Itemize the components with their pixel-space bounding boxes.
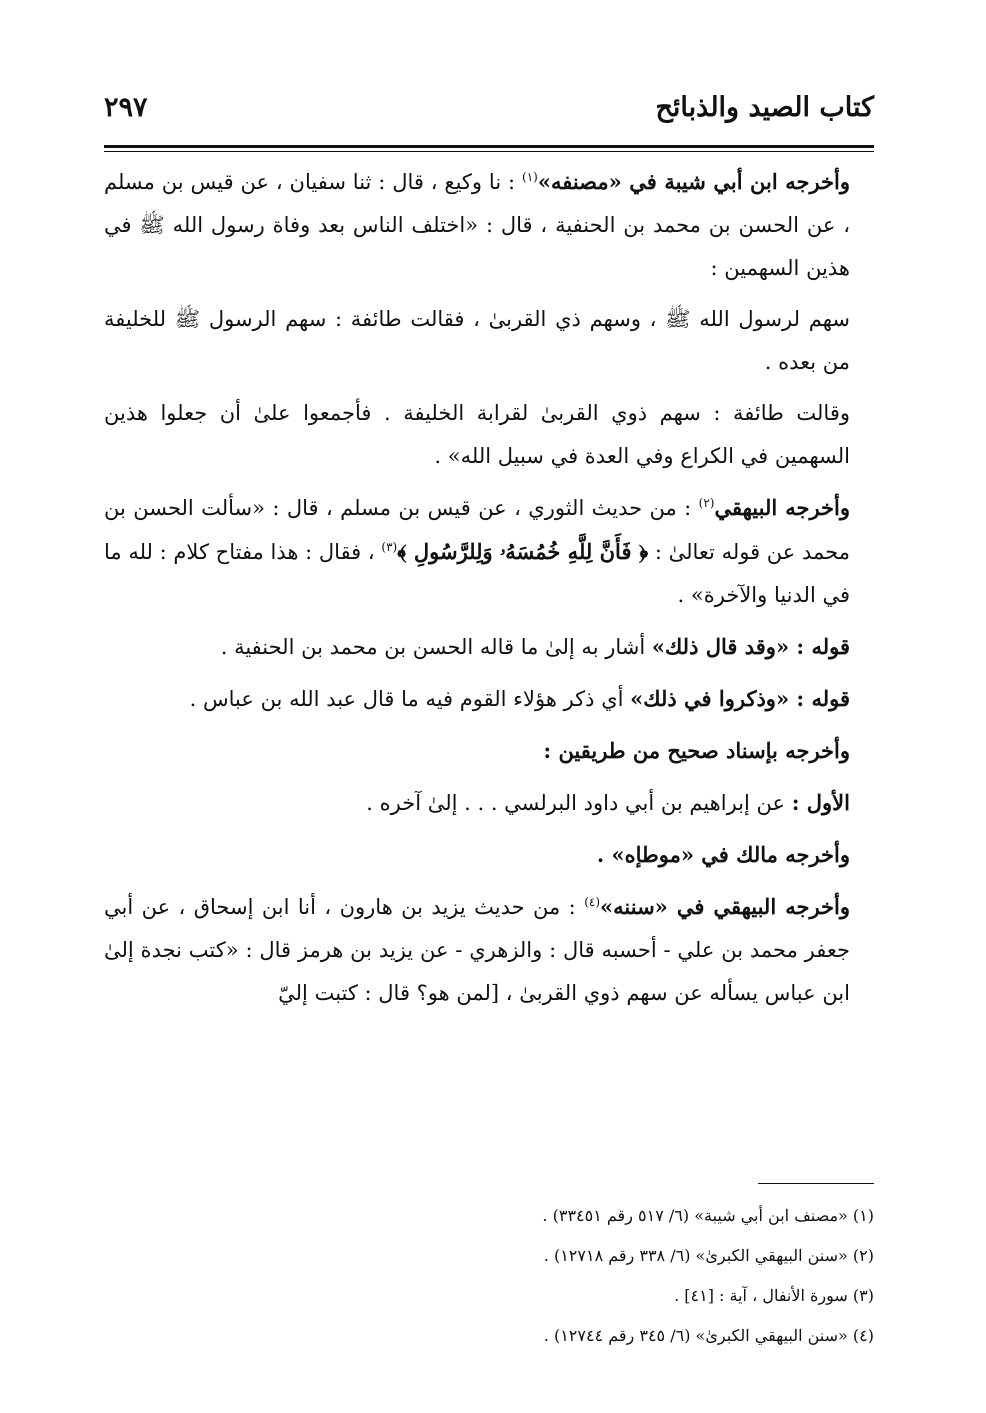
main-text <box>104 160 874 1023</box>
paragraph-9 <box>104 833 874 877</box>
paragraph-8 <box>104 781 874 825</box>
paragraph-text: : من حديث يزيد بن هارون ، أنا ابن إسحاق ، عن أبي جعفر محمد بن علي - أحسبه قال : والزهري - عن يزيد بن هرمز قال : «كتب نجدة إلىٰ ابن عباس يسأله عن سهم ذوي القربىٰ ، [لمن هو؟ قال : كتبت إليّ <box>104 895 850 1005</box>
paragraph-1 <box>104 160 874 290</box>
paragraph-10 <box>104 885 874 1015</box>
paragraph-text: : من حديث الثوري ، عن قيس بن مسلم ، قال : «سألت الحسن بن محمد عن قوله تعالىٰ : <box>104 496 850 564</box>
paragraph-5 <box>104 625 874 669</box>
paragraph-text: وقالت طائفة : سهم ذوي القربىٰ لقرابة الخليفة . فأجمعوا علىٰ أن جعلوا هذين السهمين في الكراع وفي العدة في سبيل الله» . <box>104 401 850 468</box>
footnote-3: (٣) سورة الأنفال ، آية : [٤١] . <box>674 1286 874 1305</box>
paragraph-2 <box>104 298 874 384</box>
footnote-2: (٢) «سنن البيهقي الكبرىٰ» (٦/ ٣٣٨ رقم ١٢٧١٨) . <box>543 1246 874 1265</box>
bold-phrase: وأخرجه البيهقي <box>714 495 850 520</box>
paragraph-4 <box>104 486 874 617</box>
footnote-ref-3: (٣) <box>381 540 398 554</box>
bold-phrase: قوله : «وذكروا في ذلك» <box>630 686 850 711</box>
paragraph-text: ، فقال : هذا مفتاح كلام : لله ما في الدنيا والآخرة» . <box>104 540 850 607</box>
bold-phrase: وأخرجه بإسناد صحيح من طريقين : <box>543 738 850 763</box>
paragraph-7 <box>104 729 874 773</box>
footnote-separator <box>758 1183 874 1184</box>
footnotes <box>104 1196 874 1356</box>
paragraph-6 <box>104 677 874 721</box>
footnote-ref-4: (٤) <box>584 895 601 909</box>
paragraph-text: : نا وكيع ، قال : ثنا سفيان ، عن قيس بن مسلم ، عن الحسن بن محمد بن الحنفية ، قال : «اختلف الناس بعد وفاة رسول الله ﷺ في هذين السهمين : <box>104 170 850 280</box>
paragraph-text: أي ذكر هؤلاء القوم فيه ما قال عبد الله بن عباس . <box>189 687 631 711</box>
bold-phrase: وأخرجه البيهقي في «سننه» <box>600 894 850 919</box>
header-rule-thick <box>104 145 874 148</box>
footnote-ref-1: (١) <box>522 170 538 184</box>
page-number: ٢٩٧ <box>104 92 148 123</box>
paragraph-text: عن إبراهيم بن أبي داود البرلسي . . . إلىٰ آخره . <box>366 791 792 815</box>
footnote-4: (٤) «سنن البيهقي الكبرىٰ» (٦/ ٣٤٥ رقم ١٢٧٤٤) . <box>543 1326 874 1345</box>
footnote-ref-2: (٢) <box>698 496 715 510</box>
page-header <box>104 92 874 138</box>
bold-phrase: الأول : <box>791 790 850 815</box>
running-title: كتاب الصيد والذبائح <box>655 92 874 123</box>
paragraph-3 <box>104 392 874 478</box>
bold-phrase: قوله : «وقد قال ذلك» <box>651 634 850 659</box>
paragraph-text: سهم لرسول الله ﷺ ، وسهم ذي القربىٰ ، فقالت طائفة : سهم الرسول ﷺ للخليفة من بعده . <box>104 307 850 374</box>
header-rule-thin <box>104 151 874 152</box>
footnote-1: (١) «مصنف ابن أبي شيبة» (٦/ ٥١٧ رقم ٣٣٤٥١) . <box>542 1206 874 1225</box>
bold-phrase: وأخرجه مالك في «موطإه» . <box>596 842 850 867</box>
quran-verse: ﴿ فَأَنَّ لِلَّهِ خُمُسَهُۥ وَلِلرَّسُولِ ﴾ <box>397 539 649 564</box>
bold-phrase: وأخرجه ابن أبي شيبة في «مصنفه» <box>537 169 850 194</box>
paragraph-text: أشار به إلىٰ ما قاله الحسن بن محمد بن الحنفية . <box>220 635 652 659</box>
